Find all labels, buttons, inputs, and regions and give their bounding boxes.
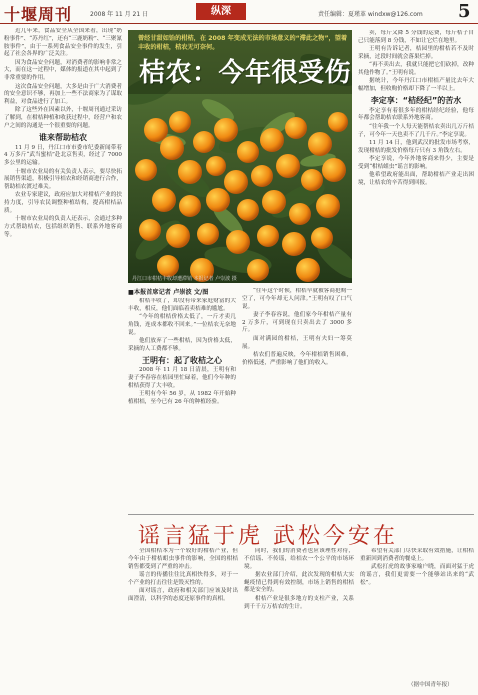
paragraph: 柑桔丰收了，却没有带来家庭财富的大丰收，相反，他们面临着卖桔难的尴尬。 — [128, 298, 236, 312]
paragraph: 王明有今年 56 岁，从 1982 年开始种植柑桔，至今已有 26 年的种植经验。 — [128, 391, 236, 406]
paragraph: 11 月 9 日，丹江口市市委市纪委新闻带着 4 万多斤“武当蜜桔”赴北京售卖，经过了 7000 多公里的运输。 — [4, 144, 122, 167]
paragraph: “往年我一个人每天能帮桔农卖出几万斤桔子，可今年一天也卖不了几千斤。”李定享说。 — [358, 123, 474, 138]
section-tab: 纵深 — [196, 3, 246, 20]
paragraph: 李定享说，今年外地客商来得少，主要是受到“柑桔蛆虫”谣言的影响。 — [358, 155, 474, 170]
paragraph: 农业专家建议，政府应加大对柑桔产业的扶持力度，引导农民调整种植结构，提高柑桔品质。 — [4, 192, 122, 215]
paragraph: 据农业部门介绍，此次发现的柑桔大实蝇疫情已得到有效控制，市场上销售的柑桔都是安全的。 — [244, 571, 354, 594]
paragraph: 柑桔产业是很多地方的支柱产业，关系到千千万万桔农的生计。 — [244, 595, 354, 610]
paragraph: 面对满园的柑桔，王明有夫妇一筹莫展。 — [242, 335, 352, 350]
paragraph: 2008 年 11 月 18 日清晨，王明有和妻子李春容在桔园里忙碌着，他们今年种的柑桔获得了大丰收。 — [128, 367, 236, 389]
paragraph: 十堰市农业局的有关负责人表示，要尽快拓展销售渠道，积极引导桔农和经销商进行合作，帮助桔农渡过难关。 — [4, 168, 122, 191]
paragraph: 近几年来，食品安全从全国来看，出现“奶粉事件”、“苏丹红”，还有“三鹿奶粉”、“三聚氰胺事件”，由于一系列食品安全事件的发生，引起了社会各界的广泛关注。 — [4, 28, 122, 58]
byline: ■本报首席记者 卢崇波 文/图 — [128, 289, 209, 296]
section-heading: 谁来帮助桔农 — [39, 132, 87, 142]
commentary-headline: 谣言猛于虎 武松今安在 — [138, 524, 398, 549]
commentary-column-2 — [244, 548, 354, 688]
left-column — [4, 28, 122, 508]
kicker: 曾经甘甜如饴的柑桔，在 2008 年变成无法的市场意义的“滞此之物”，望着丰收的柑桔，桔农无可奈何。 — [138, 35, 348, 51]
paragraph: “今年的柑桔价格太低了，一斤才卖几角钱，连成本都收不回来。”一位桔农无奈地说。 — [128, 314, 236, 336]
page-header — [0, 0, 478, 24]
commentary-column-1 — [128, 548, 238, 688]
right-column — [358, 30, 474, 510]
source-credit: （据中国青年报） — [408, 682, 453, 688]
headline: 桔农：今年很受伤 — [139, 58, 352, 88]
paragraph: 希望有关部门尽快采取有效措施，让柑桔重新回到消费者的餐桌上。 — [360, 548, 474, 562]
paragraph: 卖，每斤又降 5 分钱的运费，每斤桔子自己只能落到 8 分钱，不如让它烂在地里。 — [358, 30, 474, 44]
commentary-column-3 — [360, 548, 474, 678]
paragraph: 武松打虎的故事家喻户晓，而面对猛于虎的谣言，我们更需要一个能够站出来的“武松”。 — [360, 564, 474, 586]
paragraph: 因为食品安全问题，对消费者的影响非常之大，而在这一过程中，媒体的报道在其中起到了非常重要的作用。 — [4, 59, 122, 82]
section-heading: 王明有：起了收桔之心 — [142, 355, 222, 365]
paragraph: 他们放弃了一些柑桔，因为价格太低，采摘的人工费都不够。 — [128, 337, 236, 352]
middle-column-a — [128, 298, 236, 510]
masthead: 十堰周刊 — [4, 5, 73, 24]
paragraph: 王明有告诉记者，桔园里的柑桔若不及时采摘，过段时间就会落果烂掉。 — [358, 46, 474, 60]
photo-caption: 丹江口市柑桔丰收却遭滞销 本报记者 卢崇波 摄 — [132, 276, 237, 282]
paragraph: 妻子李春容说，他们家今年柑桔产量有 2 万多斤，可到现在只卖出去了 3000 多斤。 — [242, 311, 352, 334]
divider — [128, 514, 474, 515]
section-heading: 李定享：“桔经纪”的苦水 — [370, 95, 462, 105]
middle-column-b — [242, 288, 352, 510]
paragraph: 桔农们普遍反映，今年柑桔销售困难，价格低迷，严重影响了他们的收入。 — [242, 351, 352, 366]
paragraph: 十堰市农业局的负责人还表示，会通过多种方式帮助桔农，包括组织销售、联系外地客商等。 — [4, 216, 122, 238]
page-number: 5 — [458, 1, 471, 22]
paragraph: 这次食品安全问题，大多是由于广大消费者的安全意识不够，再加上一些不法商家为了谋取利益，对食品进行了加工。 — [4, 83, 122, 106]
paragraph: 全国柑桔本为一个较好的柑桔产业，但今年由于柑桔蛆虫事件的影响，全国的柑桔销售都受到了严重的冲击。 — [128, 548, 238, 570]
feature-photo — [128, 30, 352, 283]
paragraph: 11 月 14 日，他到武汉的批发市场考察，发现柑桔的批发价格每斤只有 3 角钱左右。 — [358, 139, 474, 154]
editor-info: 责任编辑：夏瑾革 windxw@126.com — [318, 11, 423, 18]
paragraph: “往年这个时候，柑桔早就被客商抢购一空了，可今年却无人问津。”王明有叹了口气说。 — [242, 288, 352, 310]
paragraph: 谣言的传播往往比真相快得多，对于一个产业的打击往往是毁灭性的。 — [128, 571, 238, 586]
paragraph: 据统计，今年丹江口市柑桔产量比去年大幅增加，但收购价格却下降了一半以上。 — [358, 78, 474, 93]
paragraph: 面对谣言，政府和相关部门应该及时出面澄清，以科学的态度还原事件的真相。 — [128, 587, 238, 602]
paragraph: 除了这些外在因素以外，十堰周刊通过采访了解到，在柑桔种植和收获过程中，经营户和农户之间的沟通是一个很重要的问题。 — [4, 107, 122, 130]
paragraph: 同时，我们的消费者也应该理性对待，不信谣、不传谣，给桔农一个公平的市场环境。 — [244, 548, 354, 570]
paragraph: 李定享有着很多年的柑桔经纪经验，他每年都会帮助桔农联系外地客商。 — [358, 107, 474, 122]
paragraph: 他希望政府能出面，帮助柑桔产业走出困境，让桔农的辛苦得到回报。 — [358, 172, 474, 186]
issue-date: 2008 年 11 月 21 日 — [90, 11, 149, 18]
paragraph: “再不卖出去，我就只能把它们砍掉，改种其他作物了。”王明有说。 — [358, 62, 474, 76]
